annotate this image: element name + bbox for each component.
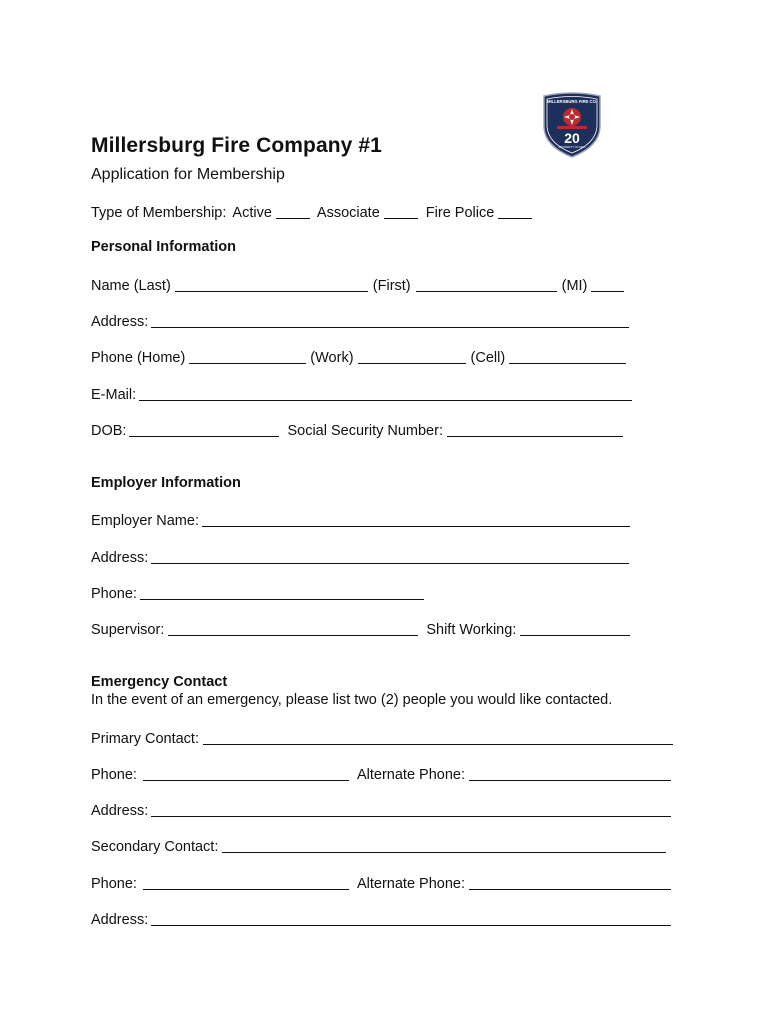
fire-company-logo — [541, 92, 603, 158]
membership-active-field[interactable] — [276, 204, 310, 219]
secondary-alternate-phone-field[interactable] — [469, 875, 671, 890]
svg-text:MILLERSBURG FIRE CO.: MILLERSBURG FIRE CO. — [546, 99, 598, 104]
membership-associate-field[interactable] — [384, 204, 418, 219]
membership-associate-label: Associate — [316, 205, 380, 221]
phone-row — [91, 346, 626, 366]
personal-info-heading: Personal Information — [91, 239, 237, 255]
primary-alternate-phone-field[interactable] — [469, 766, 671, 781]
employer-address-row — [91, 546, 629, 566]
employer-phone-field[interactable] — [140, 585, 424, 600]
dob-ssn-row — [91, 419, 623, 439]
work-phone-label: (Work) — [310, 350, 354, 366]
page-title: Millersburg Fire Company #1 — [91, 134, 382, 157]
membership-active-label: Active — [232, 205, 272, 221]
shift-working-field[interactable] — [520, 621, 630, 636]
primary-address-label: Address: — [91, 803, 149, 819]
employer-address-label: Address: — [91, 550, 149, 566]
primary-alternate-phone-label: Alternate Phone: — [356, 767, 465, 783]
first-name-field[interactable] — [416, 277, 557, 292]
secondary-phone-row — [91, 872, 671, 892]
home-phone-field[interactable] — [189, 349, 306, 364]
svg-text:20: 20 — [564, 130, 580, 146]
secondary-contact-label: Secondary Contact: — [91, 839, 219, 855]
home-phone-label: Phone (Home) — [91, 350, 186, 366]
employer-info-heading: Employer Information — [91, 475, 241, 491]
secondary-alternate-phone-label: Alternate Phone: — [356, 876, 465, 892]
employer-address-field[interactable] — [151, 549, 629, 564]
page-subtitle: Application for Membership — [91, 166, 285, 183]
secondary-address-field[interactable] — [151, 911, 671, 926]
primary-contact-label: Primary Contact: — [91, 731, 199, 747]
emergency-contact-heading: Emergency Contact — [91, 674, 228, 690]
last-name-field[interactable] — [175, 277, 368, 292]
email-field[interactable] — [139, 386, 632, 401]
membership-label: Type of Membership: — [91, 205, 227, 221]
primary-contact-field[interactable] — [203, 730, 673, 745]
primary-contact-row — [91, 727, 673, 747]
primary-phone-field[interactable] — [143, 766, 349, 781]
address-row — [91, 310, 629, 330]
middle-initial-field[interactable] — [591, 277, 624, 292]
work-phone-field[interactable] — [358, 349, 466, 364]
employer-name-field[interactable] — [202, 512, 630, 527]
middle-initial-label: (MI) — [561, 278, 588, 294]
first-name-label: (First) — [372, 278, 411, 294]
cell-phone-field[interactable] — [509, 349, 626, 364]
last-name-label: Name (Last) — [91, 278, 171, 294]
primary-phone-row — [91, 763, 671, 783]
dob-label: DOB: — [91, 423, 127, 439]
address-field[interactable] — [151, 313, 629, 328]
secondary-contact-row — [91, 835, 666, 855]
membership-fire-police-label: Fire Police — [425, 205, 495, 221]
secondary-address-row — [91, 908, 671, 928]
address-label: Address: — [91, 314, 149, 330]
secondary-address-label: Address: — [91, 912, 149, 928]
shift-working-label: Shift Working: — [426, 622, 517, 638]
emergency-contact-note: In the event of an emergency, please list two (2) people you would like contacted. — [91, 692, 613, 708]
employer-name-label: Employer Name: — [91, 513, 199, 529]
employer-phone-row — [91, 582, 424, 602]
secondary-phone-field[interactable] — [143, 875, 349, 890]
supervisor-field[interactable] — [168, 621, 418, 636]
employer-phone-label: Phone: — [91, 586, 137, 602]
ssn-label: Social Security Number: — [287, 423, 443, 439]
membership-row — [91, 201, 532, 221]
dob-field[interactable] — [129, 422, 279, 437]
secondary-contact-field[interactable] — [222, 838, 666, 853]
primary-address-row — [91, 799, 671, 819]
primary-phone-label: Phone: — [91, 767, 137, 783]
secondary-phone-label: Phone: — [91, 876, 137, 892]
supervisor-label: Supervisor: — [91, 622, 165, 638]
primary-address-field[interactable] — [151, 802, 671, 817]
name-row — [91, 274, 624, 294]
supervisor-row — [91, 618, 630, 638]
email-row — [91, 383, 632, 403]
cell-phone-label: (Cell) — [470, 350, 506, 366]
svg-text:PROPERTY OF MFC: PROPERTY OF MFC — [558, 145, 586, 149]
email-label: E-Mail: — [91, 387, 137, 403]
ssn-field[interactable] — [447, 422, 623, 437]
employer-name-row — [91, 509, 630, 529]
membership-fire-police-field[interactable] — [498, 204, 532, 219]
